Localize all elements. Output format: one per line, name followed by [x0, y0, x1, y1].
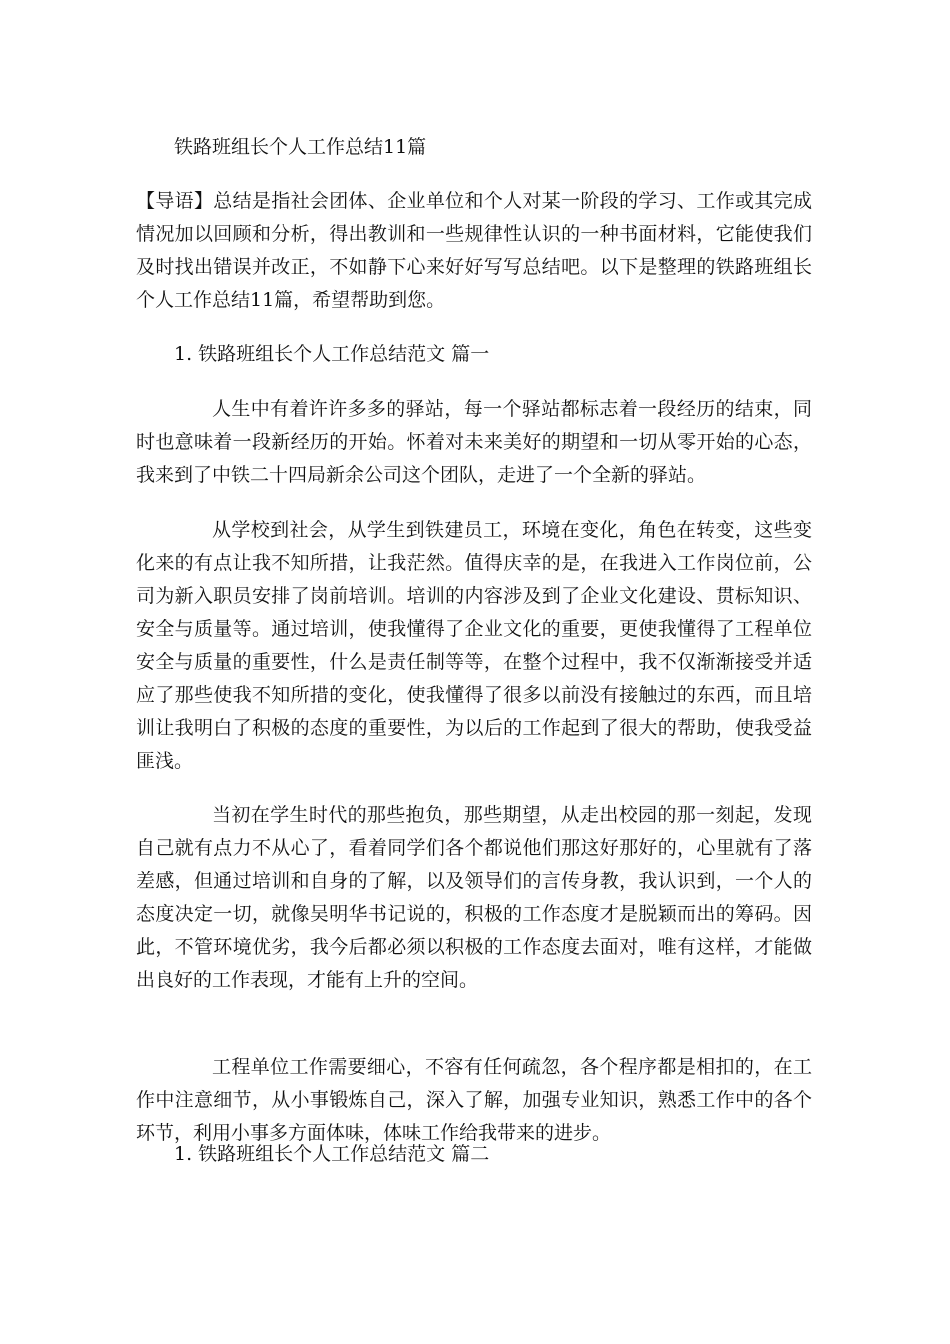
body-paragraph-2: 从学校到社会，从学生到铁建员工，环境在变化，角色在转变，这些变化来的有点让我不知所措，让我茫然。值得庆幸的是，在我进入工作岗位前，公司为新入职员安排了岗前培训。培训的内容涉及到了企业文化建设、贯标知识、安全与质量等。通过培训，使我懂得了企业文化的重要，更使我懂得了工程单位安全与质量的重要性，什么是责任制等等，在整个过程中，我不仅渐渐接受并适应了那些使我不知所措的变化，使我懂得了很多以前没有接触过的东西，而且培训让我明白了积极的态度的重要性，为以后的工作起到了很大的帮助，使我受益匪浅。: [136, 519, 812, 772]
body-paragraph-1: 人生中有着许许多多的驿站，每一个驿站都标志着一段经历的结束，同时也意味着一段新经历的开始。怀着对未来美好的期望和一切从零开始的心态，我来到了中铁二十四局新余公司这个团队，走进了一个全新的驿站。: [136, 398, 812, 486]
section-heading-1: 1. 铁路班组长个人工作总结范文 篇一: [174, 343, 490, 365]
section-heading-2: 1. 铁路班组长个人工作总结范文 篇二: [174, 1143, 490, 1165]
body-paragraph-3: 当初在学生时代的那些抱负，那些期望，从走出校园的那一刻起，发现自己就有点力不从心了，看着同学们各个都说他们那这好那好的，心里就有了落差感，但通过培训和自身的了解，以及领导们的言传身教，我认识到，一个人的态度决定一切，就像吴明华书记说的，积极的工作态度才是脱颖而出的筹码。因此，不管环境优劣，我今后都必须以积极的工作态度去面对，唯有这样，才能做出良好的工作表现，才能有上升的空间。: [136, 804, 812, 991]
intro-paragraph: 【导语】总结是指社会团体、企业单位和个人对某一阶段的学习、工作或其完成情况加以回顾和分析，得出教训和一些规律性认识的一种书面材料，它能使我们及时找出错误并改正，不如静下心来好好写写总结吧。以下是整理的铁路班组长个人工作总结11篇，希望帮助到您。: [136, 190, 812, 311]
document-title: 铁路班组长个人工作总结11篇: [174, 136, 427, 158]
body-paragraph-4: 工程单位工作需要细心，不容有任何疏忽，各个程序都是相扣的，在工作中注意细节，从小事锻炼自己，深入了解，加强专业知识，熟悉工作中的各个环节，利用小事多方面体味，体味工作给我带来的进步。: [136, 1056, 812, 1144]
